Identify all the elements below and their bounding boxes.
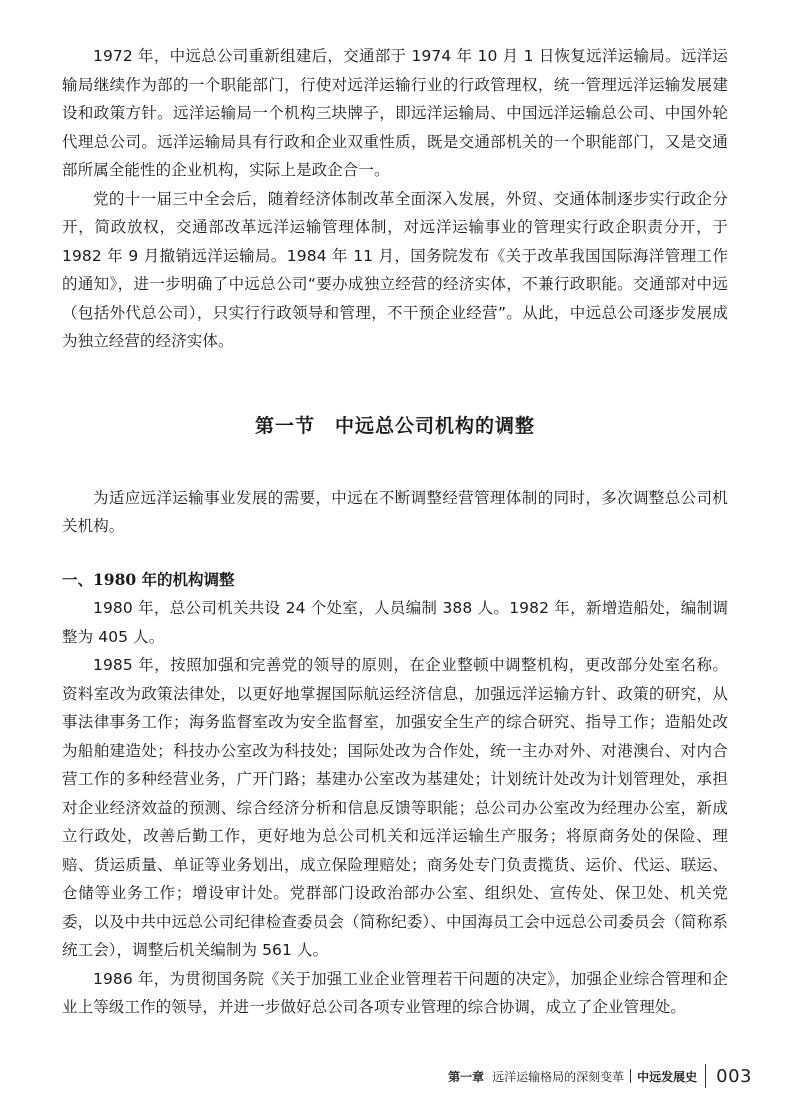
- footer-chapter-title: 远洋运输格局的深刻变革: [492, 1069, 625, 1084]
- footer-divider: [630, 1069, 631, 1083]
- section-title: [62, 406, 728, 446]
- page-footer: [448, 1063, 752, 1089]
- paragraph-1985: 1985 年，按照加强和完善党的领导的原则，在企业整顿中调整机构，更改部分处室名称。资料室改为政策法律处，以更好地掌握国际航运经济信息，加强远洋运输方针、政策的研究，从事法律事务工作；海务监督室改为安全监督室，加强安全生产的综合研究、指导工作；造船处改为船舶建造处；科技办公室改为科技处；国际处改为合作处，统一主办对外、对港澳台、对内合营工作的多种经营业务，广开门路；基建办公室改为基建处；计划统计处改为计划管理处，承担对企业经济效益的预测、综合经济分析和信息反馈等职能；总公司办公室改为经理办公室，新成立行政处，改善后勤工作，更好地为总公司机关和远洋运输生产服务；将原商务处的保险、理赔、货运质量、单证等业务划出，成立保险理赔处；商务处专门负责揽货、运价、代运、联运、仓储等业务工作；增设审计处。党群部门设政治部办公室、组织处、宣传处、保卫处、机关党委，以及中共中远总公司纪律检查委员会（简称纪委）、中国海员工会中远总公司委员会（简称系统工会），调整后机关编制为 561 人。: [62, 656, 728, 959]
- page-body: [62, 42, 728, 1022]
- paragraph-1986: 1986 年，为贯彻国务院《关于加强工业企业管理若干问题的决定》，加强企业综合管理和企业上等级工作的领导，并进一步做好总公司各项专业管理的综合协调，成立了企业管理处。: [62, 969, 728, 1016]
- section-number: 第一节: [254, 414, 315, 437]
- section-title-text: 中远总公司机构的调整: [335, 414, 536, 437]
- footer-book-title: 中远发展史: [637, 1069, 698, 1084]
- section-intro: 为适应远洋运输事业发展的需要，中远在不断调整经营管理体制的同时，多次调整总公司机关机构。: [62, 488, 728, 535]
- paragraph-reform: 党的十一届三中全会后，随着经济体制改革全面深入发展，外贸、交通体制逐步实行政企分开，简政放权，交通部改革远洋运输管理体制，对远洋运输事业的管理实行政企职责分开，于 1982 年 9 月撤销远洋运输局。1984 年 11 月，国务院发布《关于改革我国国际海洋管理工作的通知》，进一步明确了中远总公司“要办成独立经营的经济实体，不兼行政职能。交通部对中远（包括外代总公司），只实行行政领导和管理，不干预企业经营”。从此，中远总公司逐步发展成为独立经营的经济实体。: [62, 189, 728, 350]
- page-number: 003: [716, 1065, 752, 1087]
- paragraph-1972: 1972 年，中远总公司重新组建后，交通部于 1974 年 10 月 1 日恢复远洋运输局。远洋运输局继续作为部的一个职能部门，行使对远洋运输行业的行政管理权，统一管理远洋运输发展建设和政策方针。远洋运输局一个机构三块牌子，即远洋运输局、中国远洋运输总公司、中国外轮代理总公司。远洋运输局具有行政和企业双重性质，既是交通部机关的一个职能部门，又是交通部所属全能性的企业机构，实际上是政企合一。: [62, 47, 728, 179]
- paragraph-1980: 1980 年，总公司机关共设 24 个处室，人员编制 388 人。1982 年，新增造船处，编制调整为 405 人。: [62, 599, 728, 646]
- footer-chapter: 第一章: [448, 1069, 485, 1084]
- footer-page-divider: [705, 1064, 706, 1088]
- subsection-heading: 一、1980 年的机构调整: [62, 569, 235, 589]
